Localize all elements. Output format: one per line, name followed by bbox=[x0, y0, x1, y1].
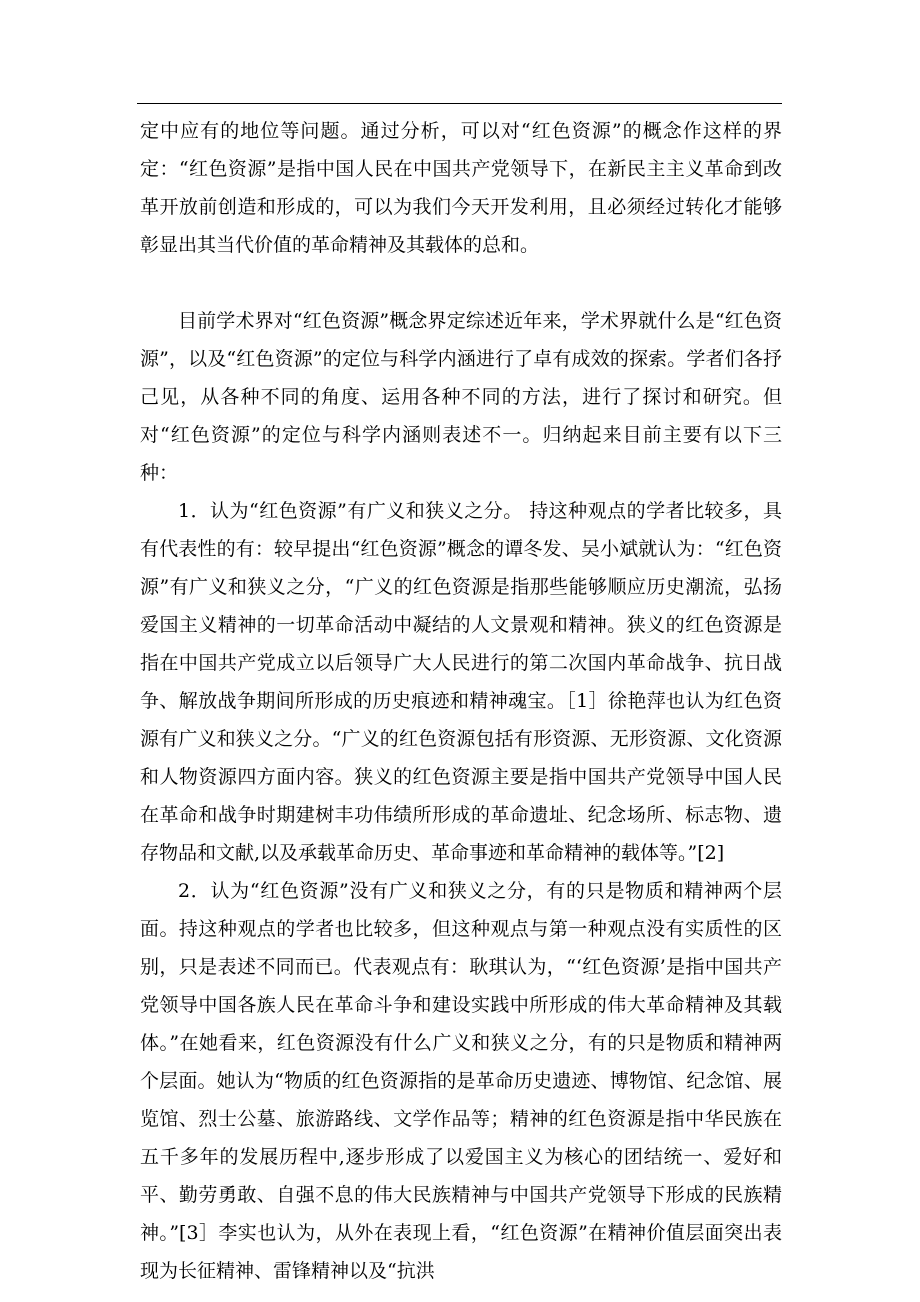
paragraph-overview: 目前学术界对“红色资源”概念界定综述近年来，学术界就什么是“红色资源”，以及“红色资源”的定位与科学内涵进行了卓有成效的探索。学者们各抒己见，从各种不同的角度、运用各种不同的方法，进行了探讨和研究。但对“红色资源”的定位与科学内涵则表述不一。归纳起来目前主要有以下三种： bbox=[140, 310, 782, 484]
paragraph-view-2: 2．认为“红色资源”没有广义和狭义之分，有的只是物质和精神两个层面。持这种观点的学者也比较多，但这种观点与第一种观点没有实质性的区别，只是表述不同而已。代表观点有：耿琪认为，“‘红色资源’是指中国共产党领导中国各族人民在革命斗争和建设实践中所形成的伟大革命精神及其载体。”在她看来，红色资源没有什么广义和狭义之分，有的只是物质和精神两个层面。她认为“物质的红色资源指的是革命历史遗迹、博物馆、纪念馆、展览馆、烈士公墓、旅游路线、文学作品等；精神的红色资源是指中华民族在五千多年的发展历程中,逐步形成了以爱国主义为核心的团结统一、爱好和平、勤劳勇敢、自强不息的伟大民族精神与中国共产党领导下形成的民族精神。”[3］李实也认为，从外在表现上看，“红色资源”在精神价值层面突出表现为长征精神、雷锋精神以及“抗洪 bbox=[140, 880, 782, 1282]
header-rule bbox=[137, 103, 782, 104]
document-body bbox=[140, 112, 782, 1290]
paragraph-gap bbox=[140, 264, 782, 302]
paragraph-definition: 定中应有的地位等问题。通过分析，可以对“红色资源”的概念作这样的界定：“红色资源”是指中国人民在中国共产党领导下，在新民主主义革命到改革开放前创造和形成的，可以为我们今天开发利用，且必须经过转化才能够彰显出其当代价值的革命精神及其载体的总和。 bbox=[140, 120, 782, 256]
paragraph-view-1: 1．认为“红色资源”有广义和狭义之分。 持这种观点的学者比较多，具有代表性的有：较早提出“红色资源”概念的谭冬发、吴小斌就认为：“红色资源”有广义和狭义之分，“广义的红色资源是指那些能够顺应历史潮流，弘扬爱国主义精神的一切革命活动中凝结的人文景观和精神。狭义的红色资源是指在中国共产党成立以后领导广大人民进行的第二次国内革命战争、抗日战争、解放战争期间所形成的历史痕迹和精神魂宝。［1］徐艳萍也认为红色资源有广义和狭义之分。“广义的红色资源包括有形资源、无形资源、文化资源和人物资源四方面内容。狭义的红色资源主要是指中国共产党领导中国人民在革命和战争时期建树丰功伟绩所形成的革命遗址、纪念场所、标志物、遗存物品和文献,以及承载革命历史、革命事迹和革命精神的载体等。”[2] bbox=[140, 500, 782, 864]
